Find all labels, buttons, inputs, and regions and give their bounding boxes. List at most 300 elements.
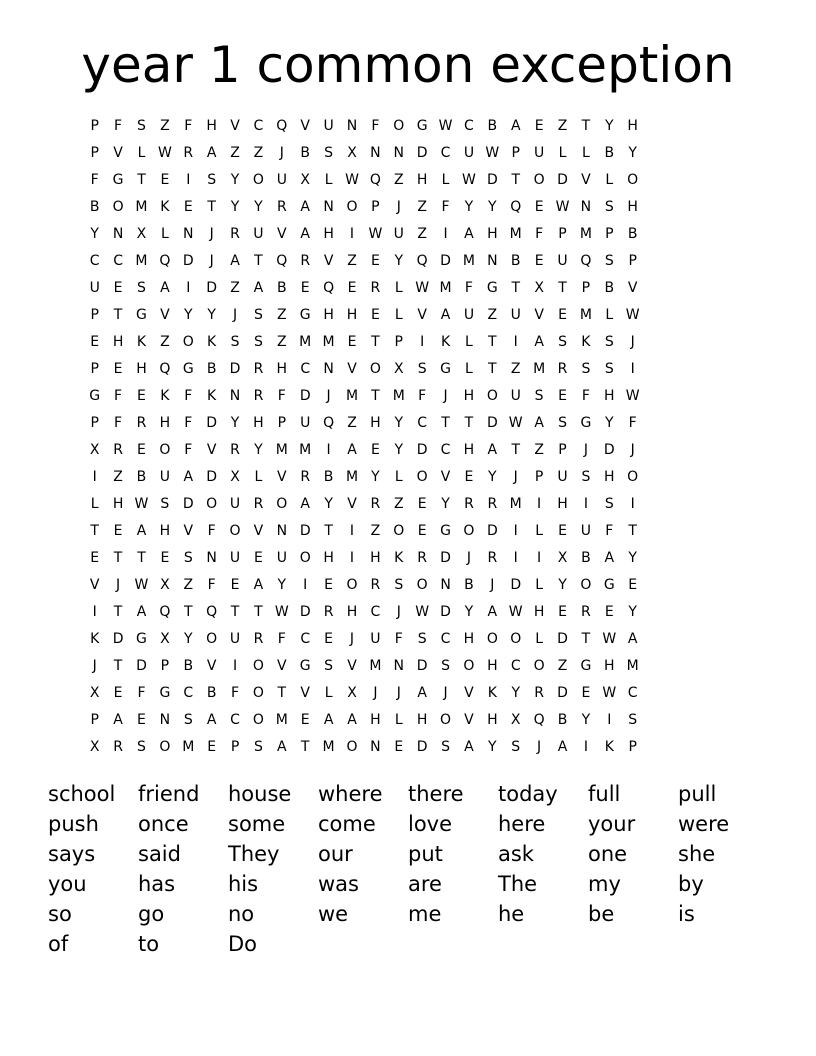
grid-letter: F <box>581 388 590 404</box>
letter-grid <box>83 113 644 761</box>
grid-letter: Q <box>533 712 545 728</box>
grid-letter: D <box>416 658 428 674</box>
grid-letter: Q <box>510 199 522 215</box>
grid-letter: U <box>323 118 334 134</box>
grid-letter: D <box>557 685 568 701</box>
grid-letter: L <box>465 361 473 377</box>
grid-letter: H <box>463 631 475 647</box>
grid-letter: S <box>558 415 567 431</box>
grid-letter: Q <box>580 253 592 269</box>
grid-letter: D <box>440 550 451 566</box>
grid-letter: S <box>137 739 146 755</box>
grid-letter: X <box>393 361 404 377</box>
grid-row <box>83 491 644 518</box>
grid-letter: A <box>206 712 217 728</box>
grid-letter: N <box>159 712 171 728</box>
grid-letter: Z <box>370 523 381 539</box>
grid-letter: E <box>370 442 380 458</box>
grid-letter: L <box>465 334 473 350</box>
grid-letter: G <box>299 658 311 674</box>
grid-letter: K <box>207 334 217 350</box>
grid-letter: K <box>440 334 451 350</box>
grid-letter: T <box>137 550 146 566</box>
grid-letter: A <box>347 712 357 728</box>
grid-row <box>83 545 644 572</box>
grid-letter: Z <box>230 145 240 161</box>
grid-letter: R <box>230 226 240 242</box>
grid-letter: S <box>604 334 614 350</box>
grid-letter: R <box>253 361 264 377</box>
grid-letter: D <box>206 280 218 296</box>
grid-letter: U <box>463 307 475 323</box>
grid-row <box>83 275 644 302</box>
grid-letter: H <box>627 118 638 134</box>
grid-letter: O <box>252 685 264 701</box>
grid-letter: P <box>90 712 99 728</box>
grid-letter: C <box>627 685 638 701</box>
word-list-item: one <box>588 842 628 866</box>
grid-letter: L <box>605 172 614 188</box>
grid-letter: A <box>113 712 123 728</box>
grid-letter: I <box>443 226 448 242</box>
grid-letter: D <box>440 253 451 269</box>
grid-letter: J <box>537 739 542 755</box>
grid-letter: P <box>558 226 567 242</box>
grid-letter: V <box>160 307 170 323</box>
grid-letter: L <box>535 577 544 593</box>
grid-letter: T <box>628 523 637 539</box>
grid-letter: M <box>275 712 288 728</box>
grid-letter: S <box>324 145 334 161</box>
grid-letter: R <box>253 496 264 512</box>
grid-letter: J <box>630 334 635 350</box>
grid-letter: H <box>346 604 358 620</box>
word-list-item: once <box>138 812 189 836</box>
grid-letter: Y <box>581 712 591 728</box>
grid-letter: O <box>440 712 452 728</box>
grid-letter: W <box>274 604 289 620</box>
grid-letter: U <box>276 172 287 188</box>
word-list-item: here <box>498 812 546 836</box>
word-list-item: push <box>48 812 99 836</box>
grid-letter: E <box>324 631 334 647</box>
word-list-item: pull <box>678 782 717 806</box>
grid-letter: A <box>487 442 498 458</box>
grid-letter: U <box>463 145 475 161</box>
grid-letter: U <box>229 550 241 566</box>
grid-letter: J <box>116 577 121 593</box>
grid-letter: N <box>112 226 124 242</box>
grid-letter: K <box>604 739 614 755</box>
grid-letter: R <box>113 739 123 755</box>
grid-letter: F <box>394 631 403 647</box>
grid-letter: L <box>535 631 544 647</box>
grid-letter: D <box>299 388 311 404</box>
grid-letter: H <box>604 658 615 674</box>
grid-letter: H <box>206 118 217 134</box>
grid-letter: K <box>136 334 147 350</box>
grid-letter: E <box>370 307 380 323</box>
grid-letter: O <box>393 118 405 134</box>
grid-letter: M <box>322 334 335 350</box>
grid-letter: Y <box>394 415 404 431</box>
grid-letter: Y <box>488 739 497 755</box>
grid-letter: T <box>300 739 310 755</box>
word-list-item: today <box>498 782 558 806</box>
grid-letter: S <box>160 496 170 512</box>
grid-letter: Z <box>230 280 240 296</box>
grid-letter: S <box>581 469 591 485</box>
word-list-item: ask <box>498 842 534 866</box>
grid-letter: A <box>253 280 264 296</box>
grid-letter: J <box>583 442 588 458</box>
grid-letter: D <box>440 604 451 620</box>
grid-letter: H <box>487 658 498 674</box>
grid-letter: F <box>114 118 123 134</box>
grid-letter: A <box>160 280 170 296</box>
grid-letter: M <box>392 388 405 404</box>
grid-letter: O <box>159 442 171 458</box>
grid-letter: Y <box>628 145 637 161</box>
grid-letter: B <box>89 199 100 215</box>
grid-letter: V <box>89 577 100 593</box>
grid-letter: E <box>628 577 638 593</box>
grid-letter: U <box>300 415 311 431</box>
grid-row <box>83 626 644 653</box>
grid-letter: K <box>160 388 170 404</box>
grid-letter: O <box>299 550 311 566</box>
grid-row <box>83 599 644 626</box>
grid-letter: I <box>92 469 97 485</box>
grid-letter: V <box>627 280 638 296</box>
grid-letter: F <box>535 226 544 242</box>
word-list-item: there <box>408 782 464 806</box>
grid-letter: H <box>557 496 568 512</box>
grid-letter: O <box>463 658 475 674</box>
grid-letter: D <box>182 496 194 512</box>
grid-letter: U <box>370 631 381 647</box>
grid-letter: E <box>534 199 544 215</box>
grid-letter: H <box>604 469 615 485</box>
grid-letter: S <box>581 361 591 377</box>
grid-letter: U <box>159 469 170 485</box>
grid-letter: M <box>509 226 522 242</box>
grid-letter: W <box>625 307 640 323</box>
grid-letter: Y <box>488 469 497 485</box>
grid-letter: N <box>370 739 381 755</box>
grid-letter: O <box>229 523 241 539</box>
grid-letter: Y <box>394 442 404 458</box>
grid-letter: A <box>230 253 240 269</box>
grid-letter: F <box>628 415 637 431</box>
grid-letter: Q <box>323 415 335 431</box>
grid-letter: S <box>604 496 614 512</box>
grid-letter: Y <box>511 685 520 701</box>
grid-letter: S <box>183 550 193 566</box>
word-list-item: love <box>408 812 453 836</box>
grid-letter: J <box>396 685 401 701</box>
grid-row <box>83 329 644 356</box>
word-list-row <box>48 809 768 839</box>
grid-letter: F <box>184 415 193 431</box>
grid-letter: Q <box>369 172 381 188</box>
grid-letter: F <box>184 118 193 134</box>
grid-letter: N <box>323 361 334 377</box>
grid-letter: F <box>371 118 380 134</box>
grid-letter: P <box>558 442 567 458</box>
grid-letter: E <box>324 577 334 593</box>
grid-letter: R <box>370 577 381 593</box>
grid-letter: D <box>486 415 498 431</box>
grid-letter: Y <box>464 604 474 620</box>
grid-letter: C <box>89 253 100 269</box>
grid-letter: E <box>183 199 193 215</box>
grid-letter: H <box>487 712 498 728</box>
grid-row <box>83 383 644 410</box>
grid-letter: F <box>207 523 216 539</box>
grid-letter: O <box>416 577 428 593</box>
grid-letter: O <box>510 631 522 647</box>
grid-row <box>83 518 644 545</box>
word-list-item: were <box>678 812 730 836</box>
grid-letter: Q <box>206 604 218 620</box>
grid-letter: Q <box>323 280 335 296</box>
grid-letter: O <box>346 199 358 215</box>
grid-letter: B <box>510 253 521 269</box>
word-list-item: to <box>138 932 160 956</box>
grid-letter: T <box>511 172 520 188</box>
grid-letter: I <box>513 550 518 566</box>
grid-letter: G <box>580 658 592 674</box>
grid-letter: L <box>324 685 333 701</box>
word-list-item: full <box>588 782 621 806</box>
word-list-item: house <box>228 782 292 806</box>
word-list-item: school <box>48 782 116 806</box>
grid-letter: Y <box>488 199 497 215</box>
grid-letter: Y <box>605 118 614 134</box>
grid-letter: D <box>229 361 241 377</box>
grid-letter: E <box>464 469 474 485</box>
grid-letter: Z <box>417 226 427 242</box>
grid-letter: V <box>440 469 451 485</box>
grid-letter: B <box>206 361 217 377</box>
grid-letter: P <box>511 145 520 161</box>
grid-letter: F <box>90 172 99 188</box>
grid-letter: E <box>113 523 123 539</box>
grid-letter: A <box>604 550 615 566</box>
grid-letter: V <box>347 658 357 674</box>
grid-letter: E <box>534 253 544 269</box>
grid-letter: D <box>416 145 428 161</box>
grid-letter: E <box>347 280 357 296</box>
grid-letter: S <box>441 739 450 755</box>
grid-letter: V <box>581 172 591 188</box>
grid-letter: S <box>534 388 544 404</box>
grid-letter: E <box>417 496 427 512</box>
grid-letter: Q <box>276 253 288 269</box>
grid-letter: I <box>349 226 355 242</box>
grid-letter: A <box>510 118 521 134</box>
grid-letter: D <box>486 172 498 188</box>
grid-letter: O <box>276 496 288 512</box>
grid-letter: G <box>486 280 498 296</box>
grid-letter: J <box>209 253 214 269</box>
grid-letter: O <box>346 577 358 593</box>
grid-letter: W <box>345 172 359 188</box>
grid-letter: S <box>558 334 567 350</box>
grid-letter: N <box>323 199 334 215</box>
grid-row <box>83 572 644 599</box>
grid-letter: L <box>441 172 450 188</box>
grid-letter: H <box>253 415 264 431</box>
grid-letter: E <box>137 712 146 728</box>
grid-letter: E <box>207 739 217 755</box>
grid-letter: Q <box>276 118 288 134</box>
grid-letter: I <box>607 712 612 728</box>
grid-letter: M <box>369 658 382 674</box>
grid-letter: B <box>206 685 217 701</box>
grid-letter: G <box>182 361 194 377</box>
grid-letter: Q <box>159 361 171 377</box>
grid-letter: V <box>323 253 334 269</box>
grid-letter: Y <box>230 199 240 215</box>
grid-letter: Y <box>183 307 193 323</box>
grid-letter: E <box>558 523 567 539</box>
grid-letter: Z <box>487 307 498 323</box>
grid-letter: O <box>486 631 498 647</box>
grid-letter: O <box>182 334 194 350</box>
grid-letter: E <box>370 253 380 269</box>
grid-letter: E <box>160 172 170 188</box>
grid-letter: U <box>510 388 521 404</box>
grid-letter: Z <box>253 145 264 161</box>
word-list-item: of <box>48 932 69 956</box>
grid-letter: Y <box>324 496 333 512</box>
grid-letter: H <box>276 361 288 377</box>
grid-letter: I <box>349 523 355 539</box>
grid-letter: P <box>628 253 637 269</box>
grid-letter: H <box>112 334 124 350</box>
grid-letter: V <box>300 118 310 134</box>
grid-letter: F <box>441 199 450 215</box>
grid-letter: V <box>206 658 217 674</box>
grid-letter: O <box>252 172 264 188</box>
grid-letter: E <box>113 361 123 377</box>
grid-letter: H <box>627 199 638 215</box>
word-list-item: said <box>138 842 181 866</box>
grid-letter: S <box>628 712 638 728</box>
grid-letter: H <box>416 172 428 188</box>
grid-letter: U <box>510 307 521 323</box>
grid-letter: A <box>300 226 310 242</box>
grid-letter: E <box>90 334 100 350</box>
grid-letter: E <box>113 280 123 296</box>
grid-letter: H <box>463 442 475 458</box>
grid-letter: R <box>417 550 428 566</box>
grid-letter: H <box>604 388 615 404</box>
grid-letter: C <box>440 145 451 161</box>
grid-letter: R <box>370 280 381 296</box>
grid-letter: L <box>535 523 544 539</box>
word-list-item: our <box>318 842 353 866</box>
grid-letter: O <box>252 658 264 674</box>
grid-letter: S <box>183 712 193 728</box>
grid-letter: N <box>580 199 592 215</box>
grid-letter: T <box>511 280 520 296</box>
grid-letter: R <box>557 361 568 377</box>
grid-letter: R <box>300 469 311 485</box>
grid-letter: Y <box>558 577 567 593</box>
grid-letter: S <box>417 631 427 647</box>
grid-letter: M <box>299 334 312 350</box>
grid-letter: G <box>440 361 451 377</box>
grid-letter: P <box>628 739 637 755</box>
grid-letter: T <box>113 550 123 566</box>
grid-letter: L <box>324 172 333 188</box>
grid-letter: L <box>137 145 146 161</box>
grid-letter: H <box>370 712 381 728</box>
grid-letter: P <box>277 415 287 431</box>
grid-letter: V <box>253 523 264 539</box>
grid-letter: S <box>253 739 263 755</box>
grid-letter: Z <box>534 442 544 458</box>
grid-letter: B <box>557 712 568 728</box>
grid-letter: J <box>443 388 448 404</box>
grid-letter: A <box>277 739 287 755</box>
grid-letter: K <box>90 631 100 647</box>
grid-letter: T <box>113 604 123 620</box>
grid-letter: B <box>627 226 638 242</box>
grid-letter: D <box>603 442 615 458</box>
grid-letter: B <box>581 550 591 566</box>
grid-letter: W <box>508 415 523 431</box>
word-list-item: be <box>588 902 615 926</box>
grid-letter: U <box>229 496 241 512</box>
grid-letter: X <box>510 712 521 728</box>
word-list-item: you <box>48 872 87 896</box>
grid-letter: P <box>90 145 99 161</box>
word-list-item: your <box>588 812 636 836</box>
grid-letter: S <box>604 361 614 377</box>
grid-letter: Y <box>628 550 637 566</box>
grid-letter: E <box>558 307 567 323</box>
grid-letter: J <box>396 199 401 215</box>
grid-letter: C <box>253 118 264 134</box>
grid-letter: L <box>394 307 403 323</box>
grid-letter: P <box>371 199 380 215</box>
word-list-item: was <box>318 872 359 896</box>
grid-letter: A <box>417 685 427 701</box>
grid-letter: V <box>183 523 194 539</box>
grid-row <box>83 464 644 491</box>
grid-letter: V <box>300 685 310 701</box>
grid-letter: O <box>206 631 218 647</box>
grid-letter: A <box>323 712 334 728</box>
grid-letter: O <box>252 712 264 728</box>
grid-letter: S <box>511 739 521 755</box>
grid-letter: W <box>602 685 617 701</box>
grid-row <box>83 248 644 275</box>
grid-letter: L <box>605 307 614 323</box>
grid-letter: V <box>417 307 427 323</box>
grid-letter: L <box>160 226 169 242</box>
grid-letter: R <box>300 253 311 269</box>
grid-letter: J <box>279 145 284 161</box>
grid-letter: X <box>557 550 568 566</box>
grid-row <box>83 734 644 761</box>
grid-letter: Q <box>416 253 428 269</box>
grid-letter: J <box>396 604 401 620</box>
